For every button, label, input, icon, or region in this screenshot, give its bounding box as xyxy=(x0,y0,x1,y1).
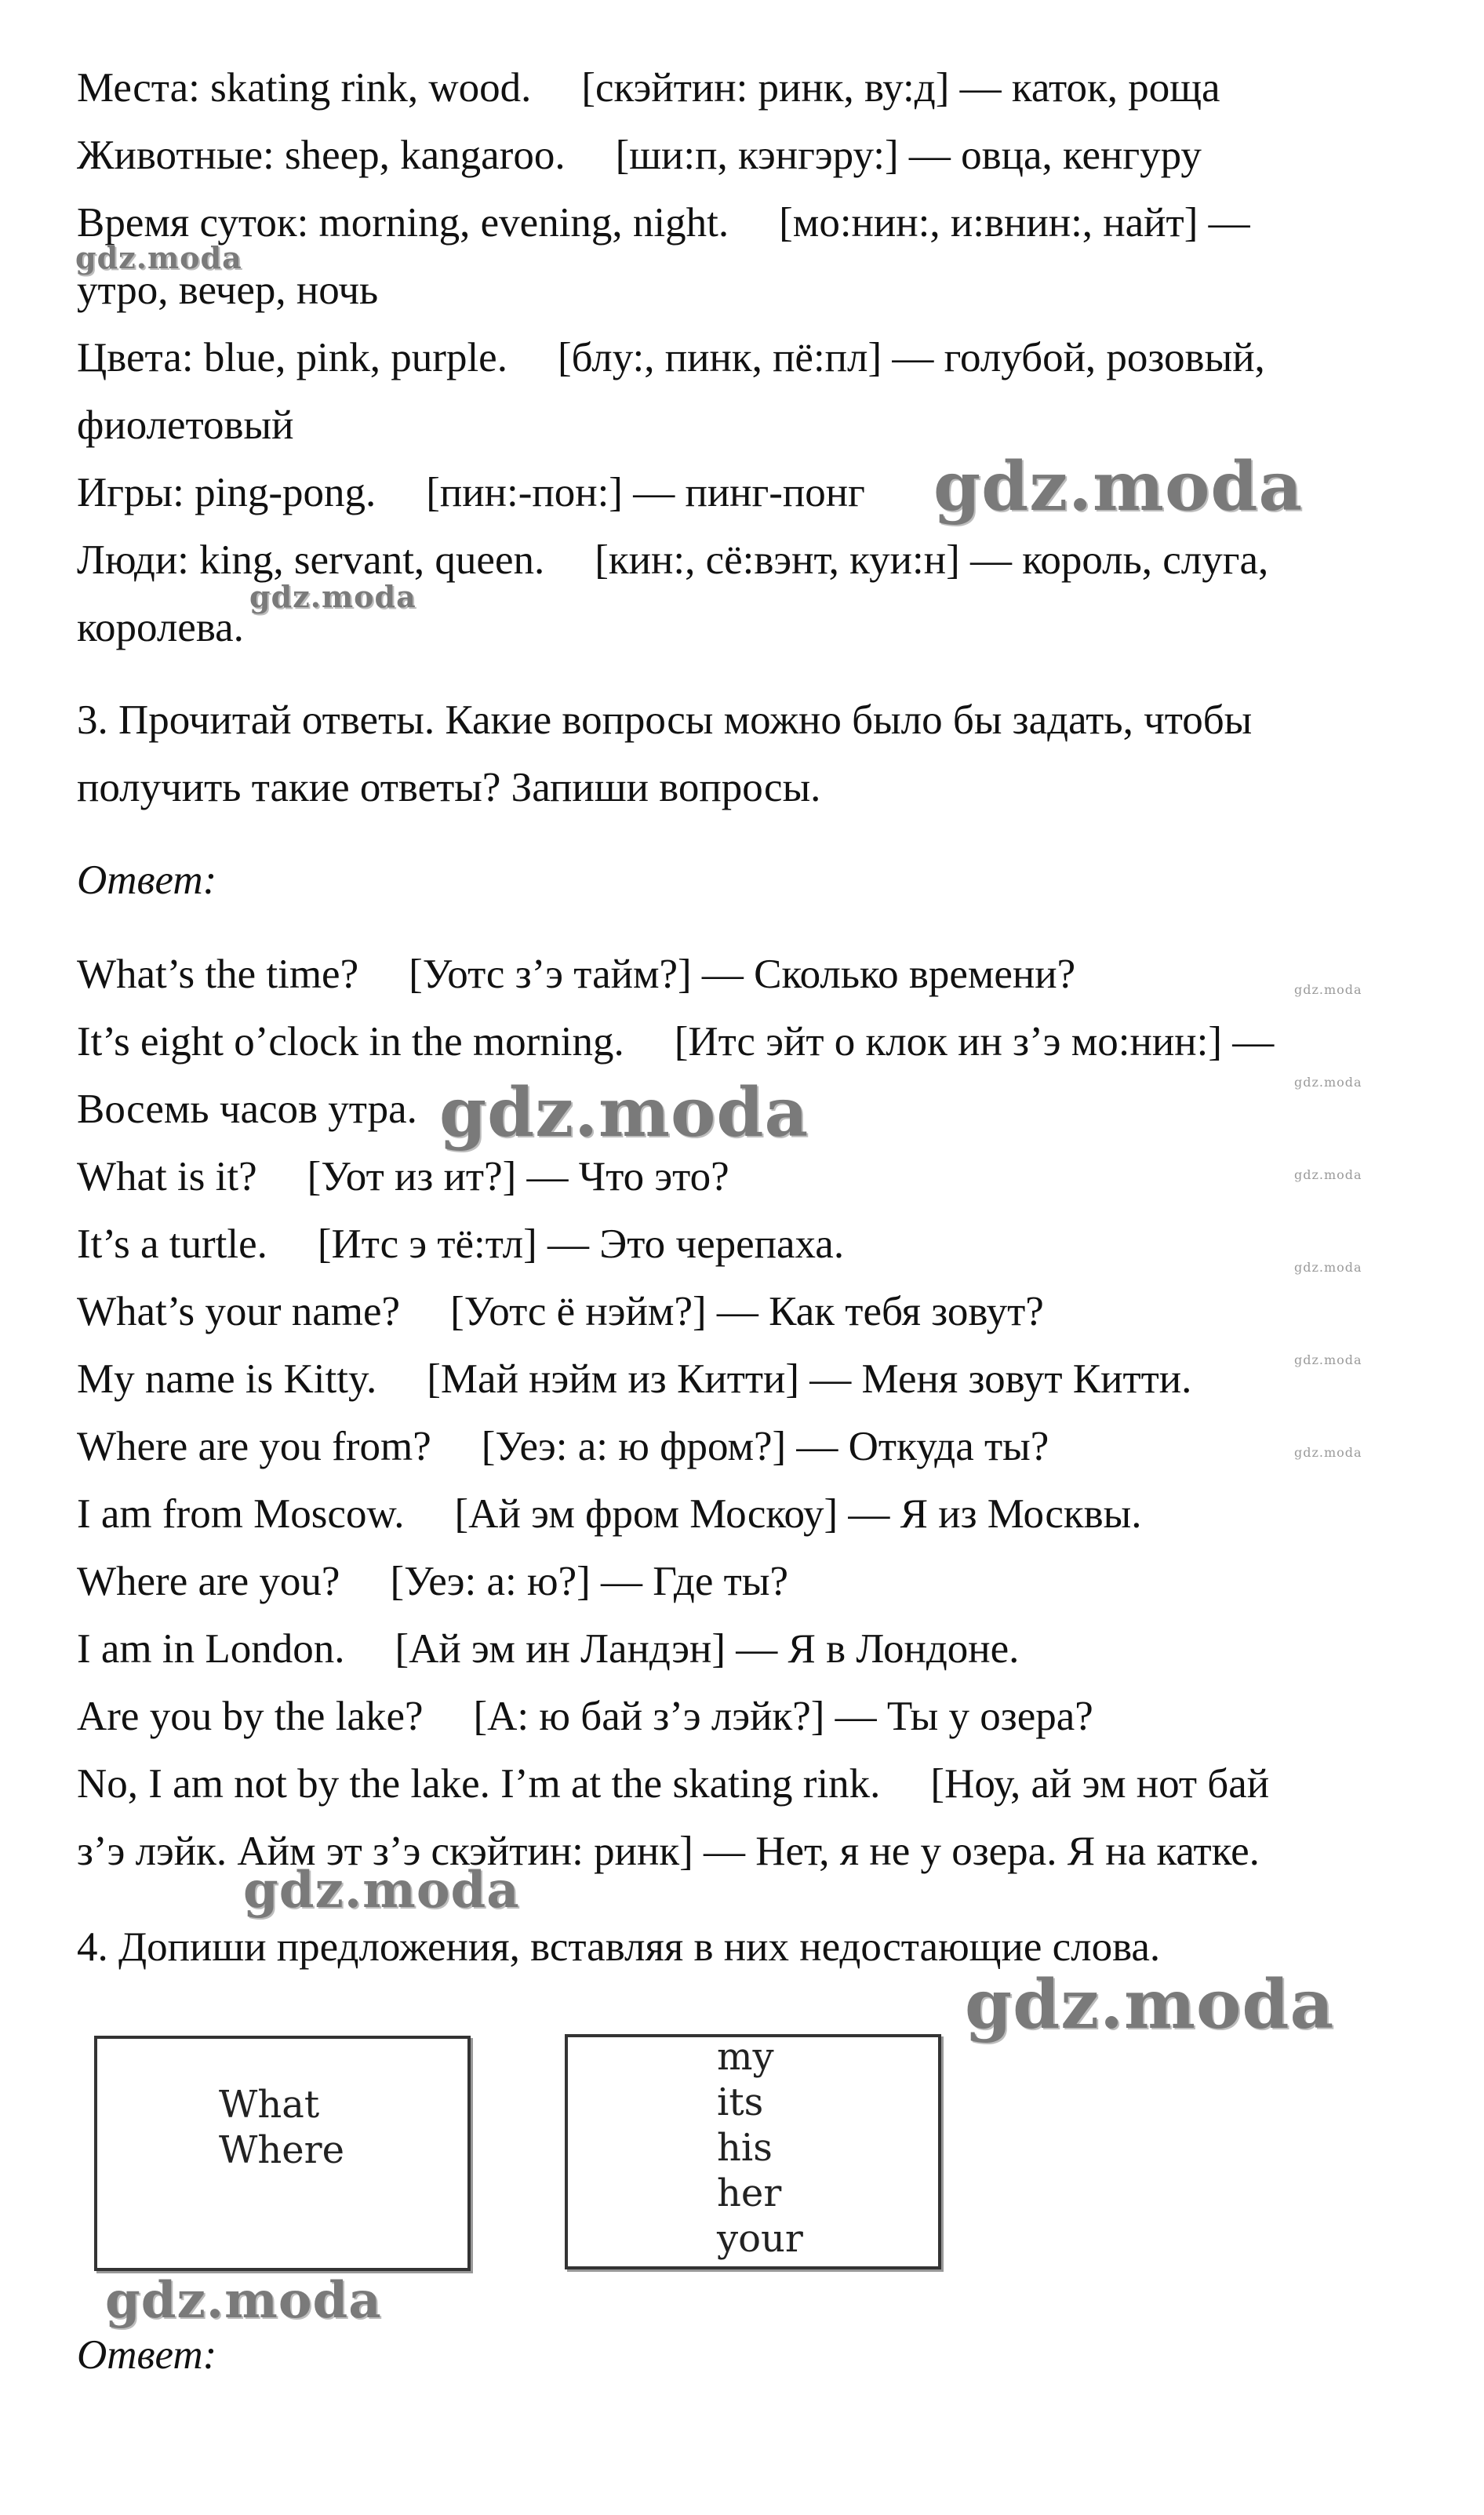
vocab-en: Животные: sheep, kangaroo. xyxy=(77,133,566,178)
box-word: his xyxy=(717,2126,773,2170)
answer-label: Ответ: xyxy=(77,857,217,903)
dialogue-line xyxy=(77,1017,1274,1067)
dialogue-transcription: [Ноу, ай эм нот бай xyxy=(930,1761,1270,1807)
dialogue-en: What’s the time? xyxy=(77,952,359,997)
box-word: What xyxy=(219,2083,320,2127)
task3-instruction: получить такие ответы? Запиши вопросы. xyxy=(77,765,821,810)
watermark: gdz.moda xyxy=(1294,982,1362,997)
vocab-transcription: [мо:нин:, и:внин:, найт] — xyxy=(779,200,1250,246)
answer-label: Ответ: xyxy=(77,2332,217,2378)
vocab-line-people xyxy=(77,535,1268,585)
vocab-continuation: утро, вечер, ночь xyxy=(77,268,379,313)
watermark: gdz.moda xyxy=(1294,1260,1362,1275)
dialogue-line xyxy=(77,1691,1093,1742)
dialogue-continuation: Восемь часов утра. xyxy=(77,1086,417,1132)
vocab-transcription: [ши:п, кэнгэру:] — овца, кенгуру xyxy=(615,133,1202,178)
vocab-transcription: [кин:, сё:вэнт, куи:н] — король, слуга, xyxy=(595,537,1269,583)
dialogue-transcription: [Уотс ё нэйм?] — Как тебя зовут? xyxy=(450,1289,1044,1334)
vocab-line-places xyxy=(77,63,1220,113)
watermark: gdz.moda xyxy=(75,240,242,275)
dialogue-transcription: [Ай эм ин Ландэн] — Я в Лондоне. xyxy=(395,1626,1020,1672)
watermark: gdz.moda xyxy=(1294,1167,1362,1182)
watermark: gdz.moda xyxy=(1294,1075,1362,1090)
dialogue-continuation: з’э лэйк. Айм эт з’э скэйтин: ринк] — Нет, я не у озера. Я на катке. xyxy=(77,1829,1260,1874)
vocab-transcription: [блу:, пинк, пё:пл] — голубой, розовый, xyxy=(557,335,1265,380)
box-word: your xyxy=(717,2217,803,2261)
dialogue-en: Where are you from? xyxy=(77,1424,431,1469)
watermark: gdz.moda xyxy=(249,579,416,614)
dialogue-transcription: [Май нэйм из Китти] — Меня зовут Китти. xyxy=(427,1356,1192,1402)
box-word: its xyxy=(717,2080,764,2124)
dialogue-en: No, I am not by the lake. I’m at the skating rink. xyxy=(77,1761,881,1807)
vocab-transcription: [скэйтин: ринк, ву:д] — каток, роща xyxy=(581,65,1220,111)
task4-instruction: 4. Допиши предложения, вставляя в них недостающие слова. xyxy=(77,1924,1161,1970)
dialogue-line xyxy=(77,1421,1049,1472)
vocab-en: Места: skating rink, wood. xyxy=(77,65,532,111)
box-word: Where xyxy=(219,2128,345,2172)
word-box-possessives xyxy=(565,2034,941,2269)
dialogue-en: Where are you? xyxy=(77,1559,340,1604)
dialogue-transcription: [Уеэ: а: ю фром?] — Откуда ты? xyxy=(481,1424,1049,1469)
vocab-line-time xyxy=(77,198,1250,248)
dialogue-en: What is it? xyxy=(77,1154,257,1199)
task3-instruction: 3. Прочитай ответы. Какие вопросы можно было бы задать, чтобы xyxy=(77,697,1253,743)
watermark: gdz.moda xyxy=(439,1073,809,1152)
dialogue-transcription: [Ай эм фром Москоу] — Я из Москвы. xyxy=(454,1491,1142,1537)
watermark: gdz.moda xyxy=(933,447,1304,526)
dialogue-en: Are you by the lake? xyxy=(77,1694,424,1739)
vocab-transcription: [пин:-пон:] — пинг-понг xyxy=(426,470,865,515)
vocab-en: Время суток: morning, evening, night. xyxy=(77,200,729,246)
dialogue-en: What’s your name? xyxy=(77,1289,401,1334)
word-box-question-words xyxy=(94,2036,471,2271)
dialogue-line xyxy=(77,1152,729,1202)
dialogue-transcription: [А: ю бай з’э лэйк?] — Ты у озера? xyxy=(473,1694,1093,1739)
box-word: my xyxy=(717,2035,774,2079)
dialogue-en: I am from Moscow. xyxy=(77,1491,405,1537)
vocab-en: Игры: ping-pong. xyxy=(77,470,376,515)
dialogue-en: It’s a turtle. xyxy=(77,1221,267,1267)
dialogue-line xyxy=(77,1219,844,1269)
dialogue-line xyxy=(77,1287,1044,1337)
watermark: gdz.moda xyxy=(1294,1445,1362,1460)
watermark: gdz.moda xyxy=(1294,1352,1362,1367)
vocab-continuation: королева. xyxy=(77,605,244,650)
dialogue-line xyxy=(77,1624,1019,1674)
dialogue-line xyxy=(77,1556,788,1607)
dialogue-line xyxy=(77,1759,1269,1809)
dialogue-transcription: [Уотс з’э тайм?] — Сколько времени? xyxy=(409,952,1076,997)
dialogue-en: It’s eight o’clock in the morning. xyxy=(77,1019,624,1065)
dialogue-line xyxy=(77,1489,1142,1539)
vocab-line-animals xyxy=(77,130,1202,180)
dialogue-transcription: [Уеэ: а: ю?] — Где ты? xyxy=(390,1559,788,1604)
dialogue-en: I am in London. xyxy=(77,1626,345,1672)
dialogue-transcription: [Уот из ит?] — Что это? xyxy=(307,1154,729,1199)
dialogue-transcription: [Итс эйт о клок ин з’э мо:нин:] — xyxy=(674,1019,1275,1065)
dialogue-transcription: [Итс э тё:тл] — Это черепаха. xyxy=(317,1221,845,1267)
dialogue-en: My name is Kitty. xyxy=(77,1356,377,1402)
watermark: gdz.moda xyxy=(105,2271,382,2330)
vocab-continuation: фиолетовый xyxy=(77,402,294,448)
vocab-line-colors xyxy=(77,333,1265,383)
vocab-en: Цвета: blue, pink, purple. xyxy=(77,335,507,380)
box-word: her xyxy=(717,2171,782,2215)
vocab-en: Люди: king, servant, queen. xyxy=(77,537,545,583)
dialogue-line xyxy=(77,949,1075,999)
watermark: gdz.moda xyxy=(243,1861,520,1920)
vocab-line-games xyxy=(77,468,865,518)
watermark: gdz.moda xyxy=(965,1965,1335,2044)
dialogue-line xyxy=(77,1354,1191,1404)
